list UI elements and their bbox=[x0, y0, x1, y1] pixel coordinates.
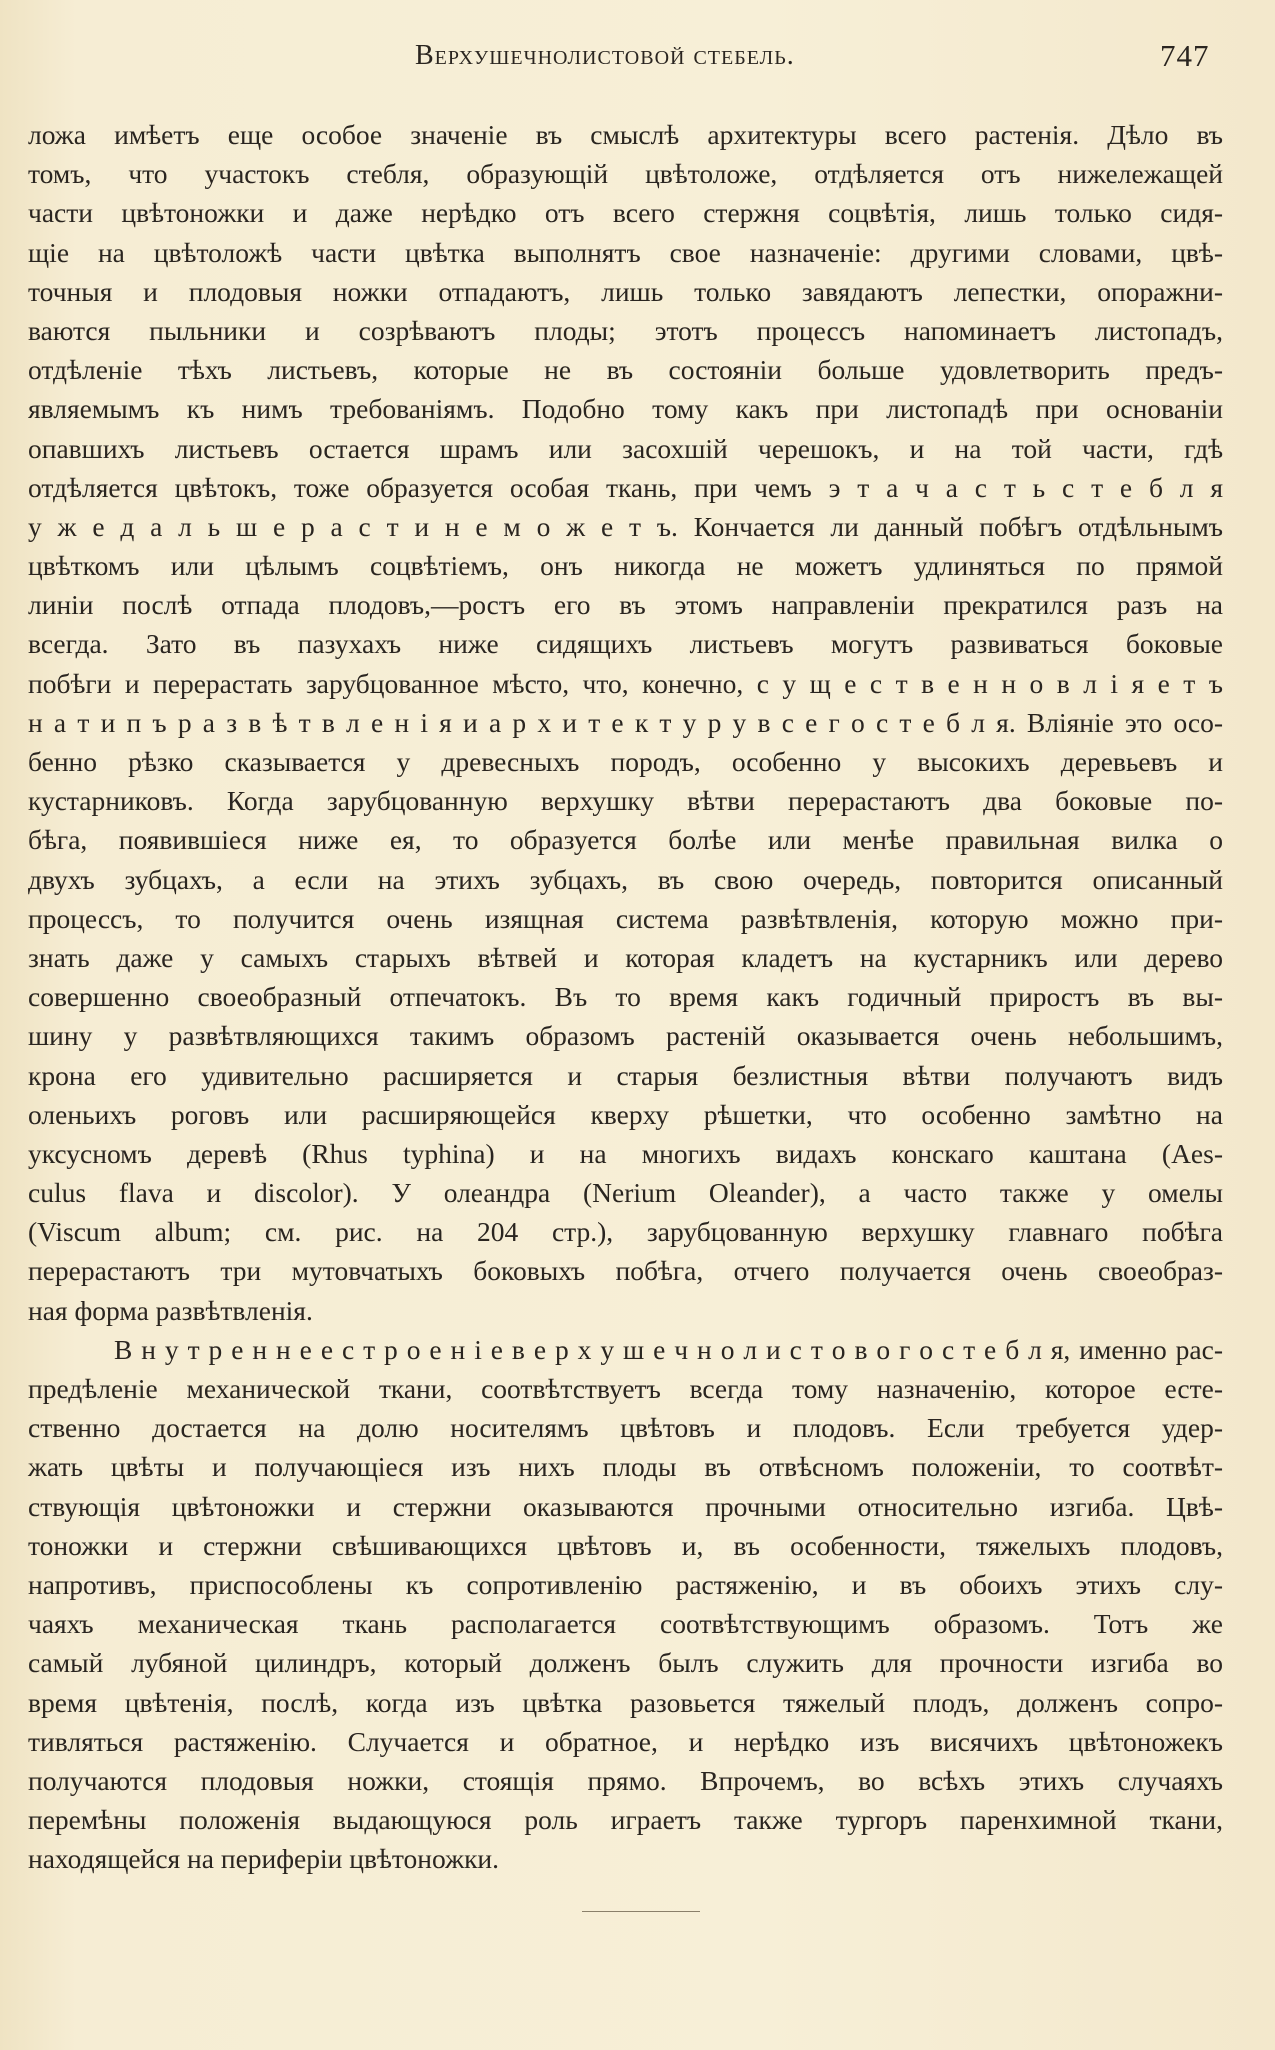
text-line: отдѣленіе тѣхъ листьевъ, которые не въ состояніи больше удовлетворить предъ- bbox=[28, 354, 1223, 386]
text-line: опавшихъ листьевъ остается шрамъ или засохшій черешокъ, и на той части, гдѣ bbox=[28, 432, 1223, 464]
text-line: culus flava и discolor). У олеандра (Nerium Oleander), а часто также у омелы bbox=[28, 1177, 1223, 1209]
text-line: кустарниковъ. Когда зарубцованную верхушку вѣтви перерастаютъ два боковые по- bbox=[28, 785, 1223, 817]
text-line: тивляться растяженію. Случается и обратное, и нерѣдко изъ висячихъ цвѣтоножекъ bbox=[28, 1725, 1223, 1757]
page-number: 747 bbox=[1160, 38, 1210, 73]
paragraph-1 bbox=[28, 115, 1223, 1330]
running-title: Верхушечнолистовой стебель. bbox=[415, 40, 795, 71]
text-line: ваются пыльники и созрѣваютъ плоды; этотъ процессъ напоминаетъ листопадъ, bbox=[28, 314, 1223, 346]
text-line: перемѣны положенія выдающуюся роль играетъ также тургоръ паренхимной ткани, bbox=[28, 1804, 1223, 1836]
running-head bbox=[0, 40, 1275, 80]
text-line: щіе на цвѣтоложѣ части цвѣтка выполнятъ свое назначеніе: другими словами, цвѣ- bbox=[28, 236, 1223, 268]
text-line: получаются плодовыя ножки, стоящія прямо. Впрочемъ, во всѣхъ этихъ случаяхъ bbox=[28, 1764, 1223, 1796]
text-line: ственно достается на долю носителямъ цвѣтовъ и плодовъ. Если требуется удер- bbox=[28, 1412, 1223, 1444]
text-line: совершенно своеобразный отпечатокъ. Въ то время какъ годичный приростъ въ вы- bbox=[28, 981, 1223, 1013]
text-line: ствующія цвѣтоножки и стержни оказываются прочными относительно изгиба. Цвѣ- bbox=[28, 1490, 1223, 1522]
text-line: тоножки и стержни свѣшивающихся цвѣтовъ и, въ особенности, тяжелыхъ плодовъ, bbox=[28, 1529, 1223, 1561]
text-line: крона его удивительно расширяется и старыя безлистныя вѣтви получаютъ видъ bbox=[28, 1059, 1223, 1091]
text-line: время цвѣтенія, послѣ, когда изъ цвѣтка разовьется тяжелый плодъ, долженъ сопро- bbox=[28, 1686, 1223, 1718]
text-line: предѣленіе механической ткани, соотвѣтствуетъ всегда тому назначенію, которое есте- bbox=[28, 1373, 1223, 1404]
text-line: бѣга, появившіеся ниже ея, то образуется болѣе или менѣе правильная вилка о bbox=[28, 824, 1223, 856]
text-line: побѣги и перерастать зарубцованное мѣсто, что, конечно, с у щ е с т в е н н о в л і я е т ъ bbox=[28, 667, 1223, 699]
paragraph-2 bbox=[28, 1330, 1223, 1879]
text-line: цвѣткомъ или цѣлымъ соцвѣтіемъ, онъ никогда не можетъ удлиняться по прямой bbox=[28, 550, 1223, 582]
text-line: процессъ, то получится очень изящная система развѣтвленія, которую можно при- bbox=[28, 902, 1223, 934]
text-line: части цвѣтоножки и даже нерѣдко отъ всего стержня соцвѣтія, лишь только сидя- bbox=[28, 197, 1223, 229]
text-line: у ж е д а л ь ш е р а с т и н е м о ж е т ъ. Кончается ли данный побѣгъ отдѣльнымъ bbox=[28, 510, 1223, 542]
text-line: находящейся на периферіи цвѣтоножки. bbox=[28, 1843, 500, 1875]
text-line: томъ, что участокъ стебля, образующій цвѣтоложе, отдѣляется отъ нижележащей bbox=[28, 158, 1223, 190]
text-line: бенно рѣзко сказывается у древесныхъ породъ, особенно у высокихъ деревьевъ и bbox=[28, 746, 1223, 777]
text-line: чаяхъ механическая ткань располагается соотвѣтствующимъ образомъ. Тотъ же bbox=[28, 1608, 1223, 1640]
text-line: двухъ зубцахъ, а если на этихъ зубцахъ, въ свою очередь, повторится описанный bbox=[28, 863, 1223, 895]
text-line: ная форма развѣтвленія. bbox=[28, 1294, 313, 1326]
text-line: точныя и плодовыя ножки отпадаютъ, лишь только завядаютъ лепестки, опоражни- bbox=[28, 275, 1223, 307]
text-line: отдѣляется цвѣтокъ, тоже образуется особая ткань, при чемъ э т а ч а с т ь с т е б л я bbox=[28, 471, 1223, 503]
text-line: уксусномъ деревѣ (Rhus typhina) и на многихъ видахъ конскаго каштана (Aes- bbox=[28, 1137, 1223, 1169]
text-line: ложа имѣетъ еще особое значеніе въ смыслѣ архитектуры всего растенія. Дѣло въ bbox=[28, 119, 1223, 150]
text-line: знать даже у самыхъ старыхъ вѣтвей и которая кладетъ на кустарникъ или дерево bbox=[28, 941, 1223, 973]
text-line: жать цвѣты и получающіеся изъ нихъ плоды въ отвѣсномъ положеніи, то соотвѣт- bbox=[28, 1451, 1223, 1483]
text-line: оленьихъ роговъ или расширяющейся кверху рѣшетки, что особенно замѣтно на bbox=[28, 1098, 1223, 1130]
section-divider-rule bbox=[582, 1911, 700, 1912]
text-line: (Viscum album; см. рис. на 204 стр.), зарубцованную верхушку главнаго побѣга bbox=[28, 1216, 1223, 1248]
text-line: шину у развѣтвляющихся такимъ образомъ растеній оказывается очень небольшимъ, bbox=[28, 1020, 1223, 1052]
text-line: всегда. Зато въ пазухахъ ниже сидящихъ листьевъ могутъ развиваться боковые bbox=[28, 628, 1223, 660]
body-text bbox=[28, 115, 1223, 1878]
text-line: являемымъ къ нимъ требованіямъ. Подобно тому какъ при листопадѣ при основаніи bbox=[28, 393, 1223, 425]
text-line: напротивъ, приспособлены къ сопротивленію растяженію, и въ обоихъ этихъ слу- bbox=[28, 1568, 1223, 1600]
text-line: н а т и п ъ р а з в ѣ т в л е н і я и а р х и т е к т у р у в с е г о с т е б л я. Вліяніе это осо- bbox=[28, 706, 1223, 738]
text-line: перерастаютъ три мутовчатыхъ боковыхъ побѣга, отчего получается очень своеобраз- bbox=[28, 1255, 1223, 1287]
text-line: самый лубяной цилиндръ, который долженъ былъ служить для прочности изгиба во bbox=[28, 1647, 1223, 1679]
text-line: В н у т р е н н е е с т р о е н і е в е р х у ш е ч н о л и с т о в о г о с т е б л я, именно рас- bbox=[114, 1333, 1223, 1365]
text-line: линіи послѣ отпада плодовъ,—ростъ его въ этомъ направленіи прекратился разъ на bbox=[28, 589, 1223, 621]
